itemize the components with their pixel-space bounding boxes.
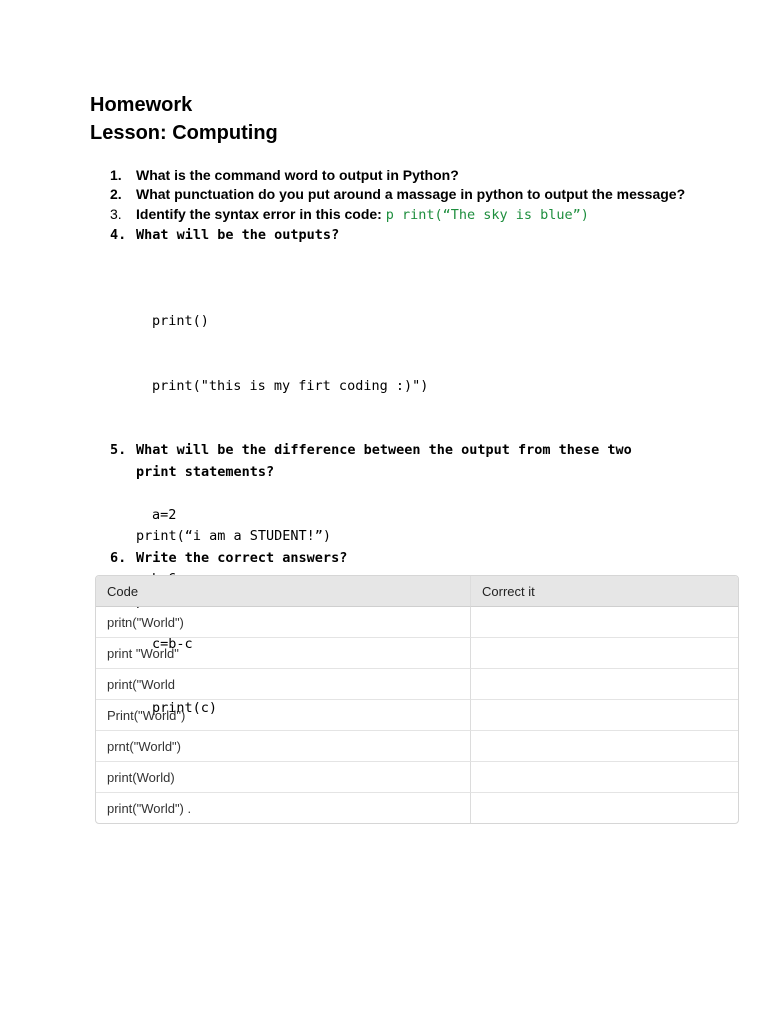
table-row (96, 607, 738, 638)
table-row (96, 638, 738, 669)
question-1: 1. What is the command word to output in Python? (110, 167, 459, 183)
code-line: c=b-c (152, 635, 193, 652)
table-row (96, 762, 738, 793)
answer-cell[interactable] (470, 762, 738, 793)
header-correct-it: Correct it (470, 576, 738, 607)
answer-cell[interactable] (470, 731, 738, 762)
table-row (96, 700, 738, 731)
answer-cell[interactable] (470, 793, 738, 823)
code-cell: print(World) (96, 762, 470, 793)
answer-cell[interactable] (470, 669, 738, 700)
code-cell: Print("World") (96, 700, 470, 731)
answer-cell[interactable] (470, 638, 738, 669)
answer-cell[interactable] (470, 607, 738, 638)
heading-lesson: Lesson: Computing (90, 122, 278, 144)
question-2: 2. What punctuation do you put around a massage in python to output the message? (110, 186, 686, 202)
code-line: a=2 (152, 506, 177, 523)
code-cell: print("World") . (107, 800, 192, 816)
code-cell: pritn("World") (96, 607, 470, 638)
code-line: print(c) (152, 700, 218, 716)
question-5: 5. What will be the difference between the output from these two (110, 442, 632, 458)
table-row (96, 669, 738, 700)
table-row (96, 731, 738, 762)
code-cell: print "World" (96, 638, 470, 669)
code-cell: print("World (96, 669, 470, 700)
question-5-cont: print statements? (136, 464, 275, 480)
question-4: 4. What will be the outputs? (110, 227, 340, 243)
syntax-error-code: p rint(“The sky is blue”) (385, 207, 589, 223)
question-3: 3. Identify the syntax error in this code: p rint(“The sky is blue”) (110, 206, 589, 223)
question-6: 6. Write the correct answers? (110, 550, 348, 566)
code-line: print("this is my firt coding :)") (152, 377, 429, 394)
code-line: print(“i am a STUDENT!”) (136, 528, 332, 544)
answers-table (95, 575, 739, 824)
heading-homework: Homework (90, 94, 193, 116)
code-line: print() (152, 313, 209, 329)
code-cell: prnt("World") (96, 731, 470, 762)
header-code: Code (96, 576, 470, 607)
table-header-row (96, 576, 738, 607)
table-row (96, 793, 738, 823)
answer-cell[interactable] (470, 700, 738, 731)
